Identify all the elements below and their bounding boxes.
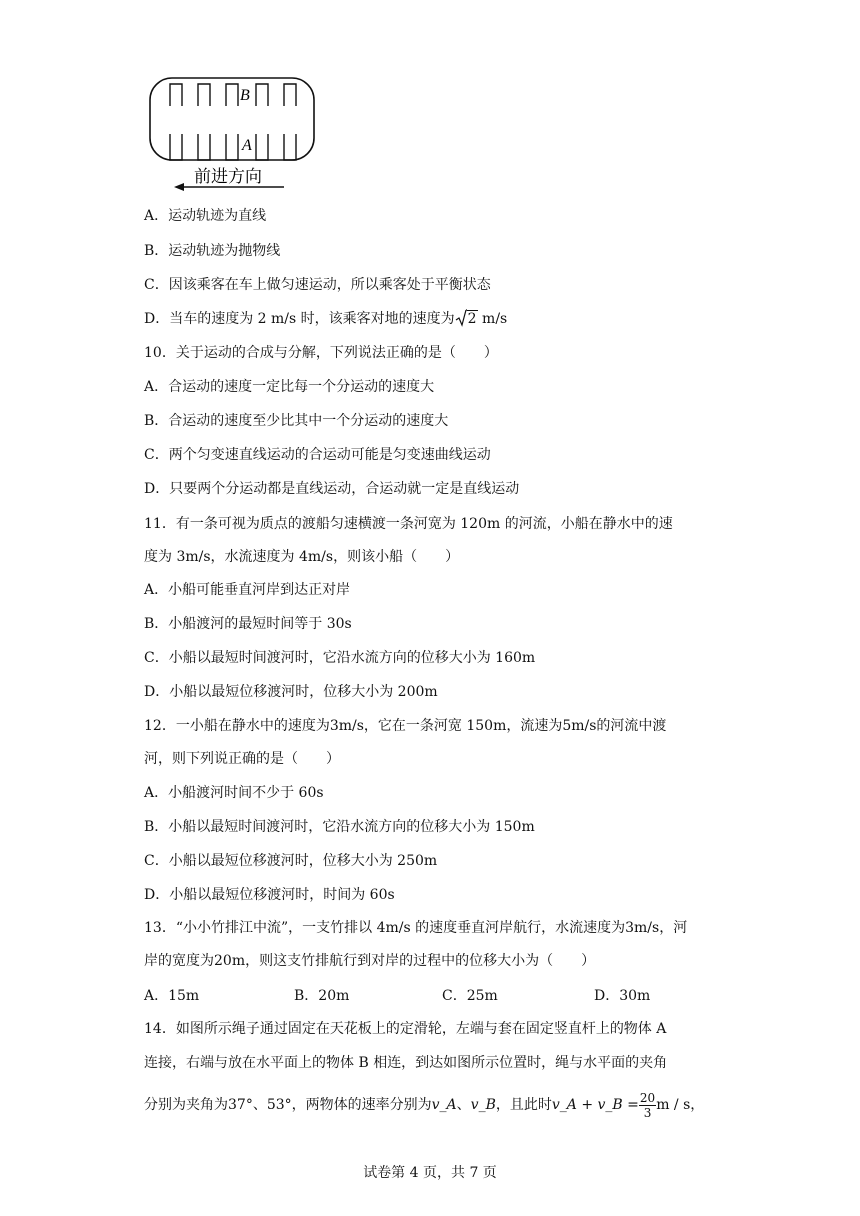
sqrt-expression: [455, 309, 478, 329]
q11-option-d: D．小船以最短位移渡河时，位移大小为 200m: [144, 684, 438, 700]
sqrt-sign: [455, 309, 467, 327]
label-a: A: [242, 137, 252, 154]
q11-option-b: B．小船渡河的最短时间等于 30s: [144, 616, 352, 632]
q13-option-b: B．20m: [294, 988, 350, 1004]
direction-arrow-head: [174, 183, 184, 191]
fraction-denominator: 3: [643, 1105, 652, 1120]
q9-option-d: [144, 309, 507, 329]
q14-mid-text: ，且此时: [495, 1097, 552, 1113]
q13-stem-line1: 13．“小小竹排江中流”，一支竹排以 4m/s 的速度垂直河岸航行，水流速度为3m/s，河: [144, 920, 688, 936]
q9-d-unit: m/s: [477, 311, 508, 327]
q10-stem: 10．关于运动的合成与分解，下列说法正确的是（ ）: [144, 345, 498, 361]
q12-option-d: D．小船以最短位移渡河时，时间为 60s: [144, 887, 395, 903]
q14-stem-line3: [144, 1090, 704, 1120]
q11-stem-line2: 度为 3m/s，水流速度为 4m/s，则该小船（ ）: [144, 549, 460, 565]
q10-option-c: C．两个匀变速直线运动的合运动可能是匀变速曲线运动: [144, 447, 491, 463]
bus-svg: [148, 76, 318, 192]
q12-option-a: A．小船渡河时间不少于 60s: [144, 785, 324, 801]
top-seats: [170, 84, 296, 106]
q11-option-a: A．小船可能垂直河岸到达正对岸: [144, 582, 351, 598]
q11-option-c: C．小船以最短时间渡河时，它沿水流方向的位移大小为 160m: [144, 650, 536, 666]
q14-vb: v_B: [470, 1097, 496, 1113]
label-b: B: [240, 87, 250, 104]
q10-option-a: A．合运动的速度一定比每一个分运动的速度大: [144, 379, 435, 395]
q12-stem-line1: 12．一小船在静水中的速度为3m/s，它在一条河宽 150m，流速为5m/s的河流中渡: [144, 718, 667, 734]
q14-separator: 、: [456, 1097, 471, 1113]
q9-d-text: D．当车的速度为 2 m/s 时，该乘客对地的速度为: [144, 311, 455, 327]
q11-stem-line1: 11．有一条可视为质点的渡船匀速横渡一条河宽为 120m 的河流，小船在静水中的速: [144, 516, 673, 532]
q13-option-c: C．25m: [442, 988, 498, 1004]
q14-fraction: [639, 1091, 656, 1120]
q12-option-c: C．小船以最短位移渡河时，位移大小为 250m: [144, 853, 438, 869]
q13-option-d: D．30m: [594, 988, 651, 1004]
q14-stem3-text: 分别为夹角为37°、53°，两物体的速率分别为: [144, 1097, 432, 1113]
bus-diagram: [148, 76, 318, 192]
q10-option-d: D．只要两个分运动都是直线运动，合运动就一定是直线运动: [144, 481, 520, 497]
q14-va: v_A: [431, 1097, 457, 1113]
q9-option-c: C．因该乘客在车上做匀速运动，所以乘客处于平衡状态: [144, 277, 491, 293]
q10-option-b: B．合运动的速度至少比其中一个分运动的速度大: [144, 413, 449, 429]
q13-options-row: [144, 985, 704, 1005]
q13-option-a: A．15m: [144, 988, 200, 1004]
sqrt-radicand: 2: [467, 311, 477, 327]
fraction-numerator: 20: [639, 1090, 656, 1105]
q9-option-b: B．运动轨迹为抛物线: [144, 243, 281, 259]
page-footer: 试卷第 4 页，共 7 页: [363, 1165, 497, 1181]
q13-stem-line2: 岸的宽度为20m，则这支竹排航行到对岸的过程中的位移大小为（ ）: [144, 953, 596, 969]
q14-stem-line2: 连接，右端与放在水平面上的物体 B 相连，到达如图所示位置时，绳与水平面的夹角: [144, 1055, 668, 1071]
q14-unit: m / s，: [656, 1097, 705, 1113]
q14-sum: v_A + v_B =: [551, 1097, 639, 1113]
bottom-seats: [170, 134, 296, 160]
q14-stem-line1: 14．如图所示绳子通过固定在天花板上的定滑轮，左端与套在固定竖直杆上的物体 A: [144, 1021, 667, 1037]
q12-option-b: B．小船以最短时间渡河时，它沿水流方向的位移大小为 150m: [144, 819, 535, 835]
q9-option-a: A．运动轨迹为直线: [144, 208, 267, 224]
q12-stem-line2: 河，则下列说正确的是（ ）: [144, 751, 340, 767]
bus-outline: [150, 78, 314, 160]
direction-label: 前进方向: [194, 167, 262, 187]
